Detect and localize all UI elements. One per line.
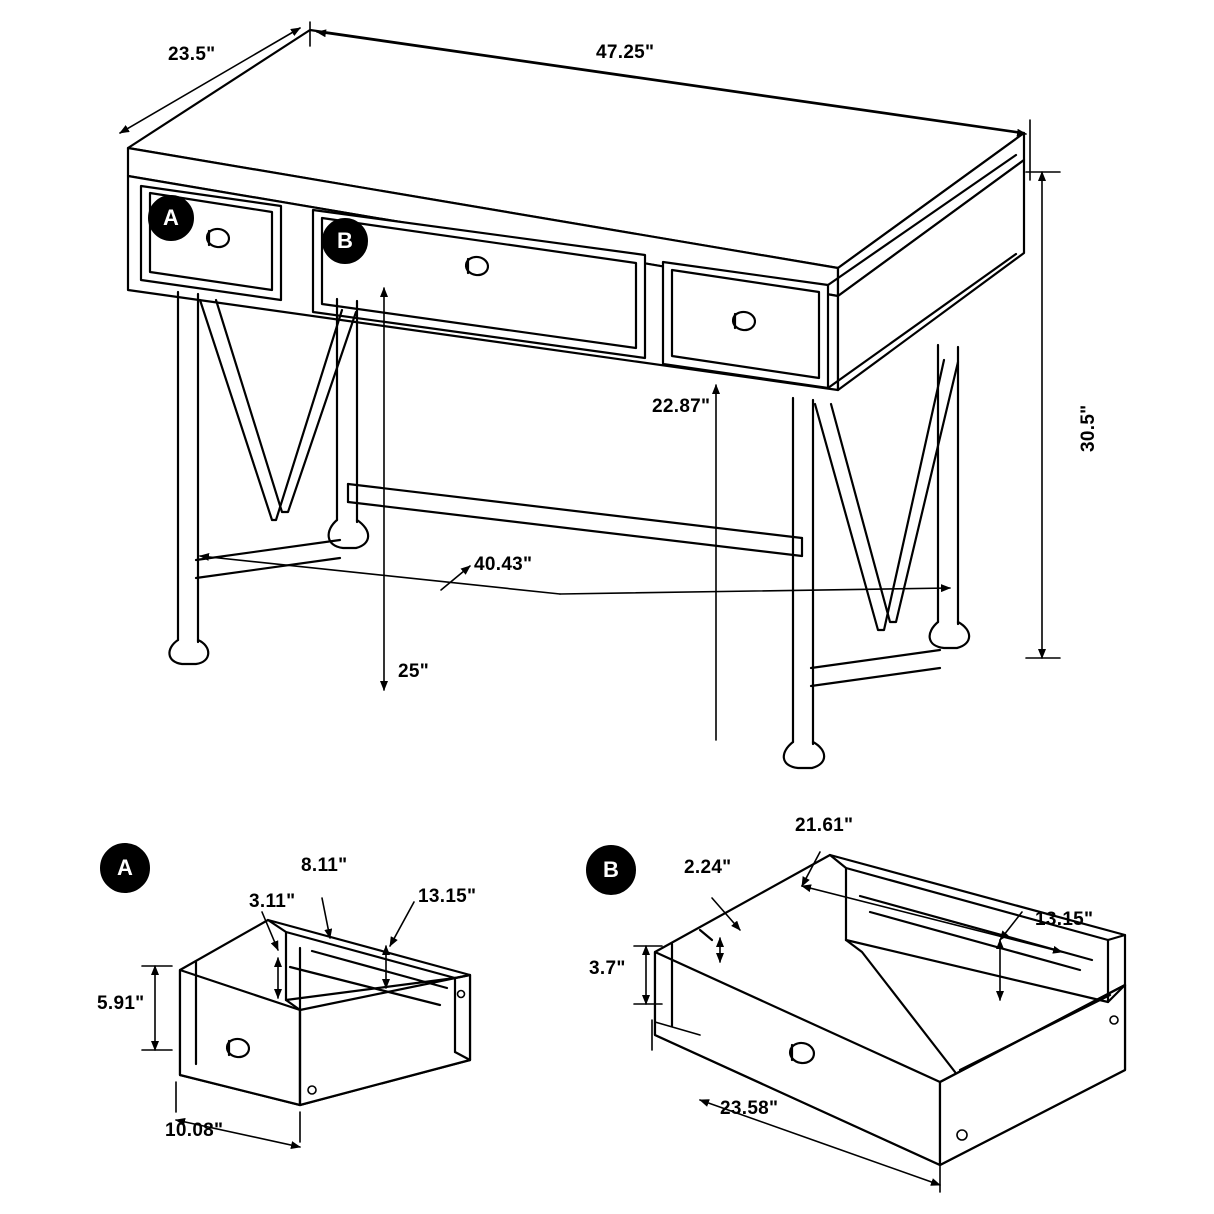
dimension-b-front-width: 23.58" [720, 1098, 779, 1119]
dimension-a-interior-width: 13.15" [418, 886, 477, 907]
callout-b-main[interactable] [322, 218, 368, 264]
dimension-b-front-height: 3.7" [589, 958, 626, 979]
callout-b-main-label: B [337, 228, 353, 253]
callout-a-main[interactable] [148, 195, 194, 241]
detail-b-badge-label: B [603, 857, 619, 882]
dimension-overall-height: 30.5" [1078, 404, 1099, 452]
dimension-b-interior-depth: 2.24" [684, 857, 732, 878]
dimension-a-front-height: 5.91" [97, 993, 145, 1014]
detail-b-badge[interactable] [586, 845, 636, 895]
dimension-a-interior-height: 3.11" [249, 891, 296, 912]
dimension-b-interior-width: 21.61" [795, 815, 854, 836]
dimension-b-interior-side-depth: 13.15" [1035, 909, 1094, 930]
detail-a-badge[interactable] [100, 843, 150, 893]
dimension-knee-clearance-width: 25" [398, 661, 430, 682]
dimension-a-front-width: 10.08" [165, 1120, 224, 1141]
dimension-clearance-height: 22.87" [652, 396, 711, 417]
detail-a-badge-label: A [117, 855, 133, 880]
dimension-overall-width: 47.25" [596, 42, 655, 63]
dimension-footrail-width: 40.43" [474, 554, 533, 575]
callout-a-main-label: A [163, 205, 179, 230]
dimension-a-interior-depth: 8.11" [301, 855, 348, 876]
dimension-overall-depth: 23.5" [168, 44, 216, 65]
